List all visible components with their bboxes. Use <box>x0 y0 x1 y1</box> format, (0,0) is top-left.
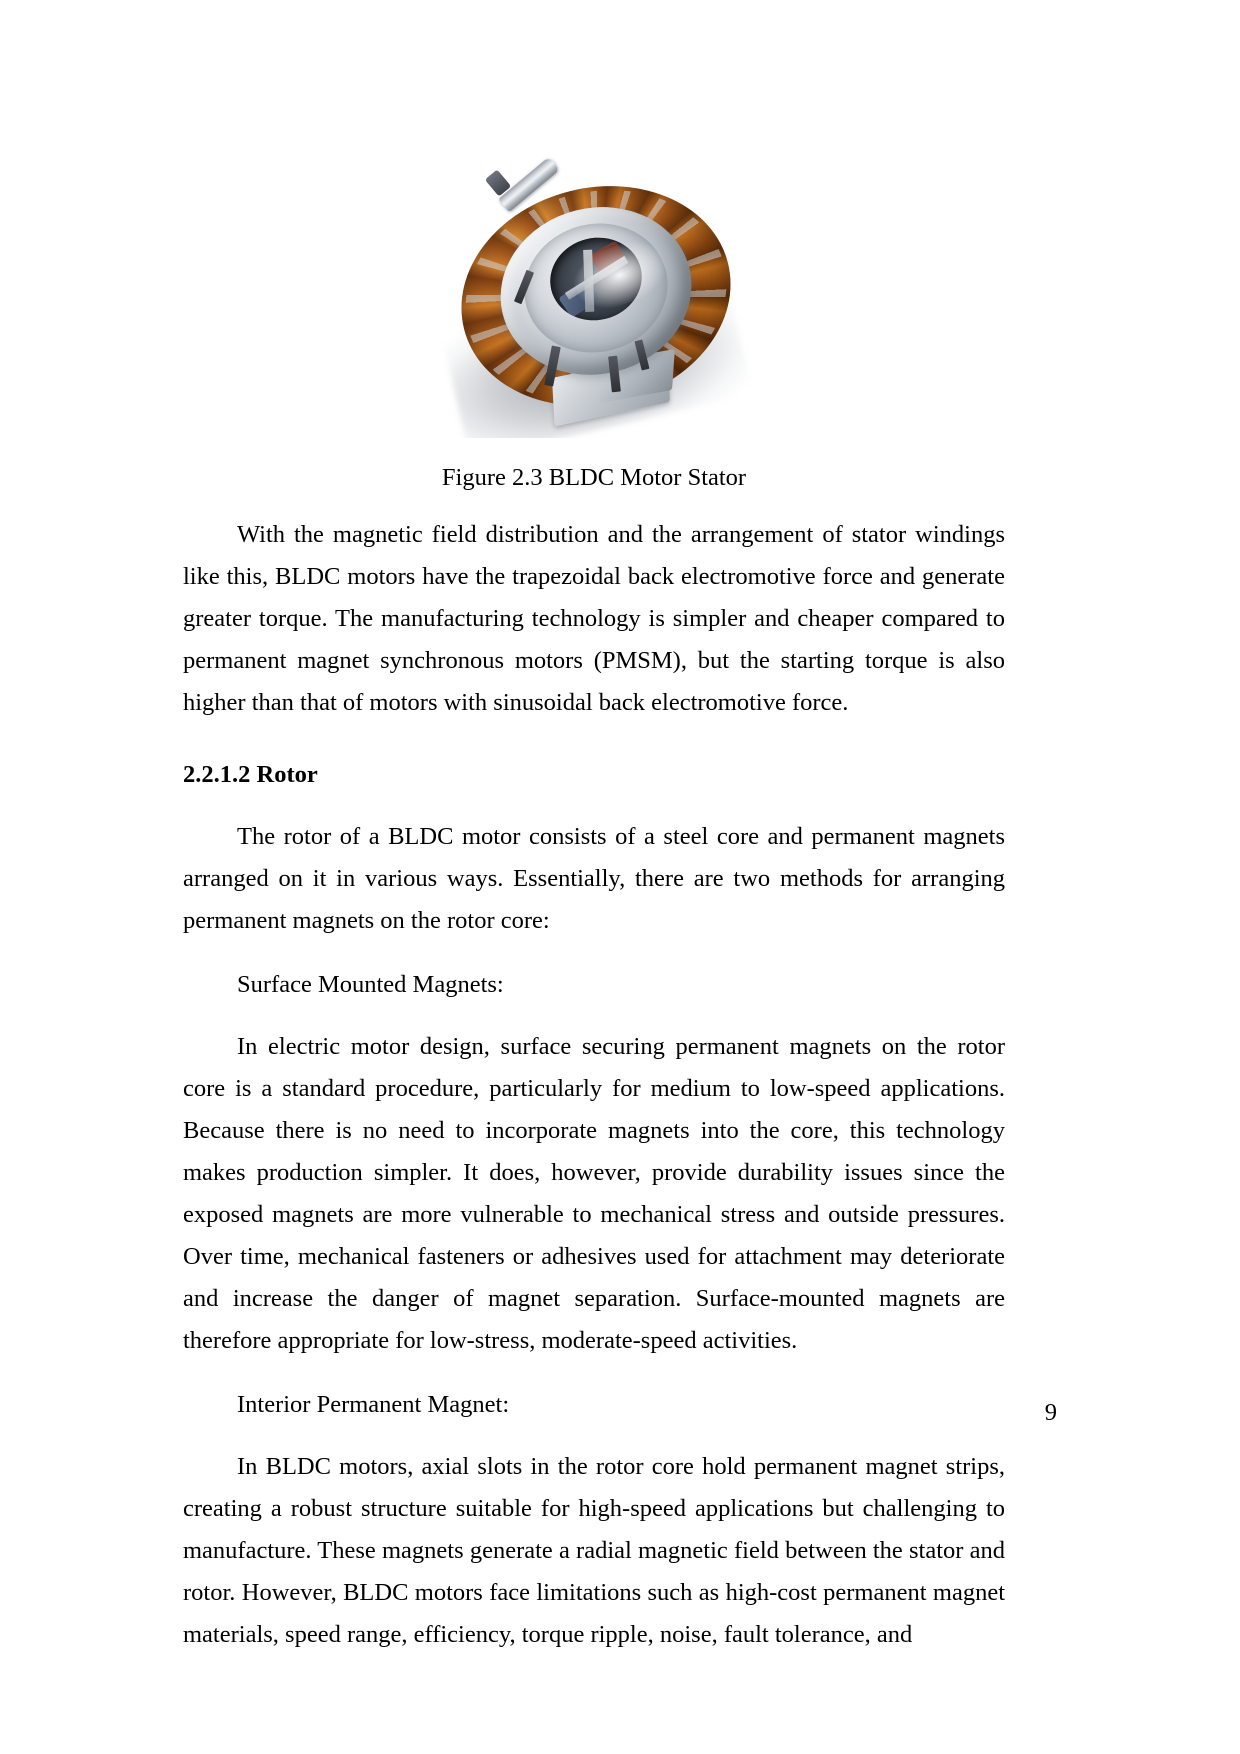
label-interior-permanent-magnet: Interior Permanent Magnet: <box>237 1390 510 1418</box>
page-number: 9 <box>1044 1399 1057 1426</box>
photo-stage <box>424 150 764 438</box>
paragraph-stator-conclusion: With the magnetic field distribution and the arrangement of stator windings like this, BLDC motors have the trapezoidal back electromotive force and generate greater torque. The manufacturing technology is simpler and cheaper compared to permanent magnet synchronous motors (PMSM), but the starting torque is also higher than that of motors with sinusoidal back electromotive force. <box>183 520 1005 716</box>
page-content-column <box>183 0 1005 1656</box>
paragraph-interior-permanent-magnet: In BLDC motors, axial slots in the rotor core hold permanent magnet strips, creating a robust structure suitable for high-speed applications but challenging to manufacture. These magnets generate a radial magnetic field between the stator and rotor. However, BLDC motors face limitations such as high-cost permanent magnet materials, speed range, efficiency, torque ripple, noise, fault tolerance, and <box>183 1452 1005 1648</box>
label-surface-mounted-magnets: Surface Mounted Magnets: <box>237 970 504 998</box>
figure-caption: Figure 2.3 BLDC Motor Stator <box>441 464 747 491</box>
section-heading-rotor: 2.2.1.2 Rotor <box>183 760 318 788</box>
paragraph-rotor-intro: The rotor of a BLDC motor consists of a steel core and permanent magnets arranged on it in various ways. Essentially, there are two methods for arranging permanent magnets on the rotor core: <box>183 822 1005 934</box>
paragraph-surface-mounted-magnets: In electric motor design, surface securing permanent magnets on the rotor core is a standard procedure, particularly for medium to low-speed applications. Because there is no need to incorporate magnets into the core, this technology makes production simpler. It does, however, provide durability issues since the exposed magnets are more vulnerable to mechanical stress and outside pressures. Over time, mechanical fasteners or adhesives used for attachment may deteriorate and increase the danger of magnet separation. Surface-mounted magnets are therefore appropriate for low-stress, moderate-speed activities. <box>183 1032 1005 1354</box>
bldc-motor-stator-photo <box>424 150 764 438</box>
figure-2-3 <box>183 0 1005 494</box>
